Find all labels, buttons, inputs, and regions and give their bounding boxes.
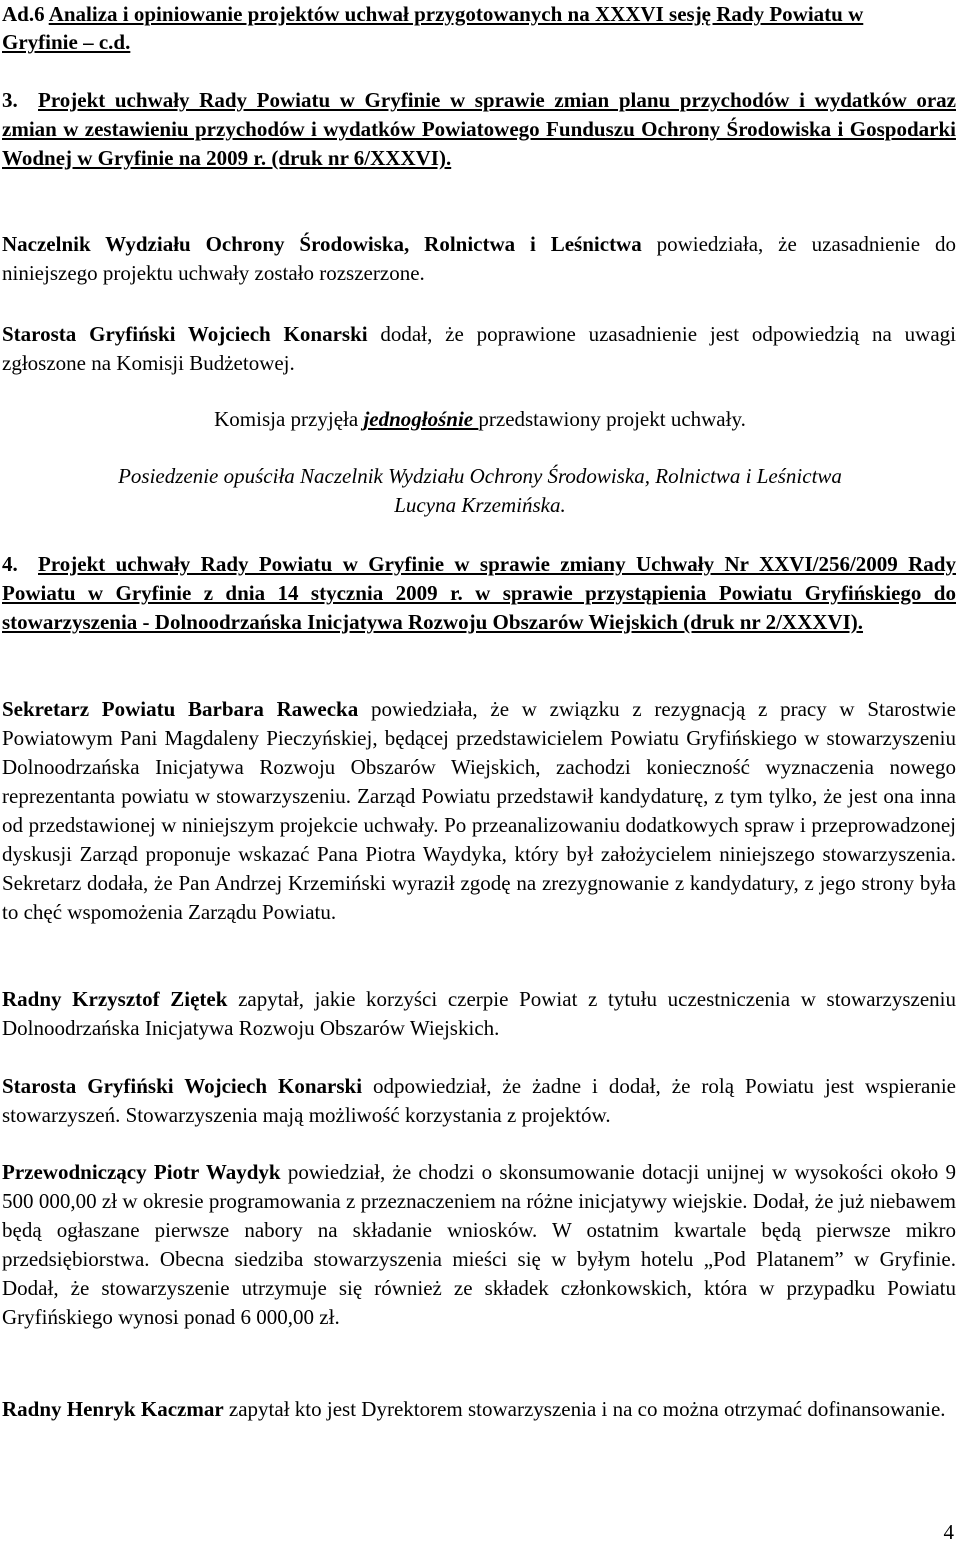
speaker-name: Sekretarz Powiatu Barbara Rawecka — [2, 697, 359, 721]
item-number: 3. — [2, 88, 18, 112]
paragraph-starosta-answer — [2, 1072, 956, 1130]
item-number: 4. — [2, 552, 18, 576]
paragraph-text: zapytał kto jest Dyrektorem stowarzyszenia i na co można otrzymać dofinansowanie. — [223, 1397, 946, 1421]
vote-emphasis: jednogłośnie — [363, 407, 479, 431]
agenda-item-4 — [2, 550, 956, 637]
departure-note — [0, 462, 960, 520]
speaker-name: Radny Krzysztof Ziętek — [2, 987, 228, 1011]
item-title: Projekt uchwały Rady Powiatu w Gryfinie w sprawie zmiany Uchwały Nr XXVI/256/2009 Rady Powiatu w Gryfinie z dnia 14 stycznia 2009 r. w sprawie przystąpienia Powiatu Gryfińskiego do stowarzyszenia - Dolnoodrzańska Inicjatywa Rozwoju Obszarów Wiejskich (druk nr 2/XXXVI). — [2, 552, 956, 634]
departure-line-1: Posiedzenie opuściła Naczelnik Wydziału Ochrony Środowiska, Rolnictwa i Leśnictwa — [118, 464, 842, 488]
departure-line-2: Lucyna Krzemińska. — [394, 493, 566, 517]
item-title: Projekt uchwały Rady Powiatu w Gryfinie w sprawie zmian planu przychodów i wydatków oraz zmian w zestawieniu przychodów i wydatków Powiatowego Funduszu Ochrony Środowiska i Gospodarki Wodnej w Gryfinie na 2009 r. (druk nr 6/XXXVI). — [2, 88, 956, 170]
paragraph-text: odpowiedział, że żadne i dodał, że rolą Powiatu jest wspieranie stowarzyszeń. Stowarzyszenia mają możliwość korzystania z projektów. — [2, 1074, 956, 1127]
section-heading — [2, 0, 922, 56]
vote-text-after: przedstawiony projekt uchwały. — [478, 407, 746, 431]
paragraph-naczelnik — [2, 230, 956, 288]
paragraph-starosta — [2, 320, 956, 378]
paragraph-text: powiedział, że chodzi o skonsumowanie dotacji unijnej w wysokości około 9 500 000,00 zł w okresie programowania z przeznaczeniem na różne inicjatywy wiejskie. Dodał, że już niebawem będą ogłaszane pierwsze nabory na składanie wniosków. W ostatnim kwartale będą pierwsze mikro przedsiębiorstwa. Obecna siedziba stowarzyszenia mieści się w byłym hotelu „Pod Platanem” w Gryfinie. Dodał, że stowarzyszenie utrzymuje się również ze składek członkowskich, która w przypadku Powiatu Gryfińskiego wynosi ponad 6 000,00 zł. — [2, 1160, 956, 1329]
speaker-name: Radny Henryk Kaczmar — [2, 1397, 224, 1421]
heading-prefix: Ad.6 — [2, 2, 45, 26]
paragraph-text: zapytał, jakie korzyści czerpie Powiat z tytułu uczestniczenia w stowarzyszeniu Dolnoodrzańska Inicjatywa Rozwoju Obszarów Wiejskich. — [2, 987, 956, 1040]
speaker-name: Starosta Gryfiński Wojciech Konarski — [2, 1074, 363, 1098]
paragraph-text: powiedziała, że w związku z rezygnacją z pracy w Starostwie Powiatowym Pani Magdaleny Pieczyńskiej, będącej przedstawicielem Powiatu Gryfińskiego w stowarzyszeniu Dolnoodrzańska Inicjatywa Rozwoju Obszarów Wiejskich, zachodzi konieczność wyznaczenia nowego reprezentanta powiatu w stowarzyszeniu. Zarząd Powiatu przedstawił kandydaturę, z tym tylko, że jest ona inna od przedstawionej w niniejszym projekcie uchwały. Po przeanalizowaniu dodatkowych spraw i przeprowadzonej dyskusji Zarząd proponuje wskazać Pana Piotra Waydyka, który był założycielem niniejszego stowarzyszenia. Sekretarz dodała, że Pan Andrzej Krzemiński wyraził zgodę na zrezygnowanie z kandydatury, z jego strony była to chęć wspomożenia Zarządu Powiatu. — [2, 697, 956, 924]
paragraph-text: powiedziała, że uzasadnienie do niniejszego projektu uchwały zostało rozszerzone. — [2, 232, 956, 285]
speaker-name: Starosta Gryfiński Wojciech Konarski — [2, 322, 368, 346]
paragraph-kaczmar — [2, 1395, 956, 1424]
paragraph-zietek — [2, 985, 956, 1043]
agenda-item-3 — [2, 86, 956, 173]
speaker-name: Naczelnik Wydziału Ochrony Środowiska, Rolnictwa i Leśnictwa — [2, 232, 642, 256]
heading-text: Analiza i opiniowanie projektów uchwał przygotowanych na XXXVI sesję Rady Powiatu w Gryfinie – c.d. — [2, 2, 864, 54]
speaker-name: Przewodniczący Piotr Waydyk — [2, 1160, 281, 1184]
vote-result — [0, 405, 960, 434]
paragraph-przewodniczacy — [2, 1158, 956, 1332]
vote-text-before: Komisja przyjęła — [214, 407, 364, 431]
paragraph-text: dodał, że poprawione uzasadnienie jest odpowiedzią na uwagi zgłoszone na Komisji Budżetowej. — [2, 322, 956, 375]
paragraph-sekretarz — [2, 695, 956, 927]
page-number: 4 — [943, 1520, 954, 1544]
